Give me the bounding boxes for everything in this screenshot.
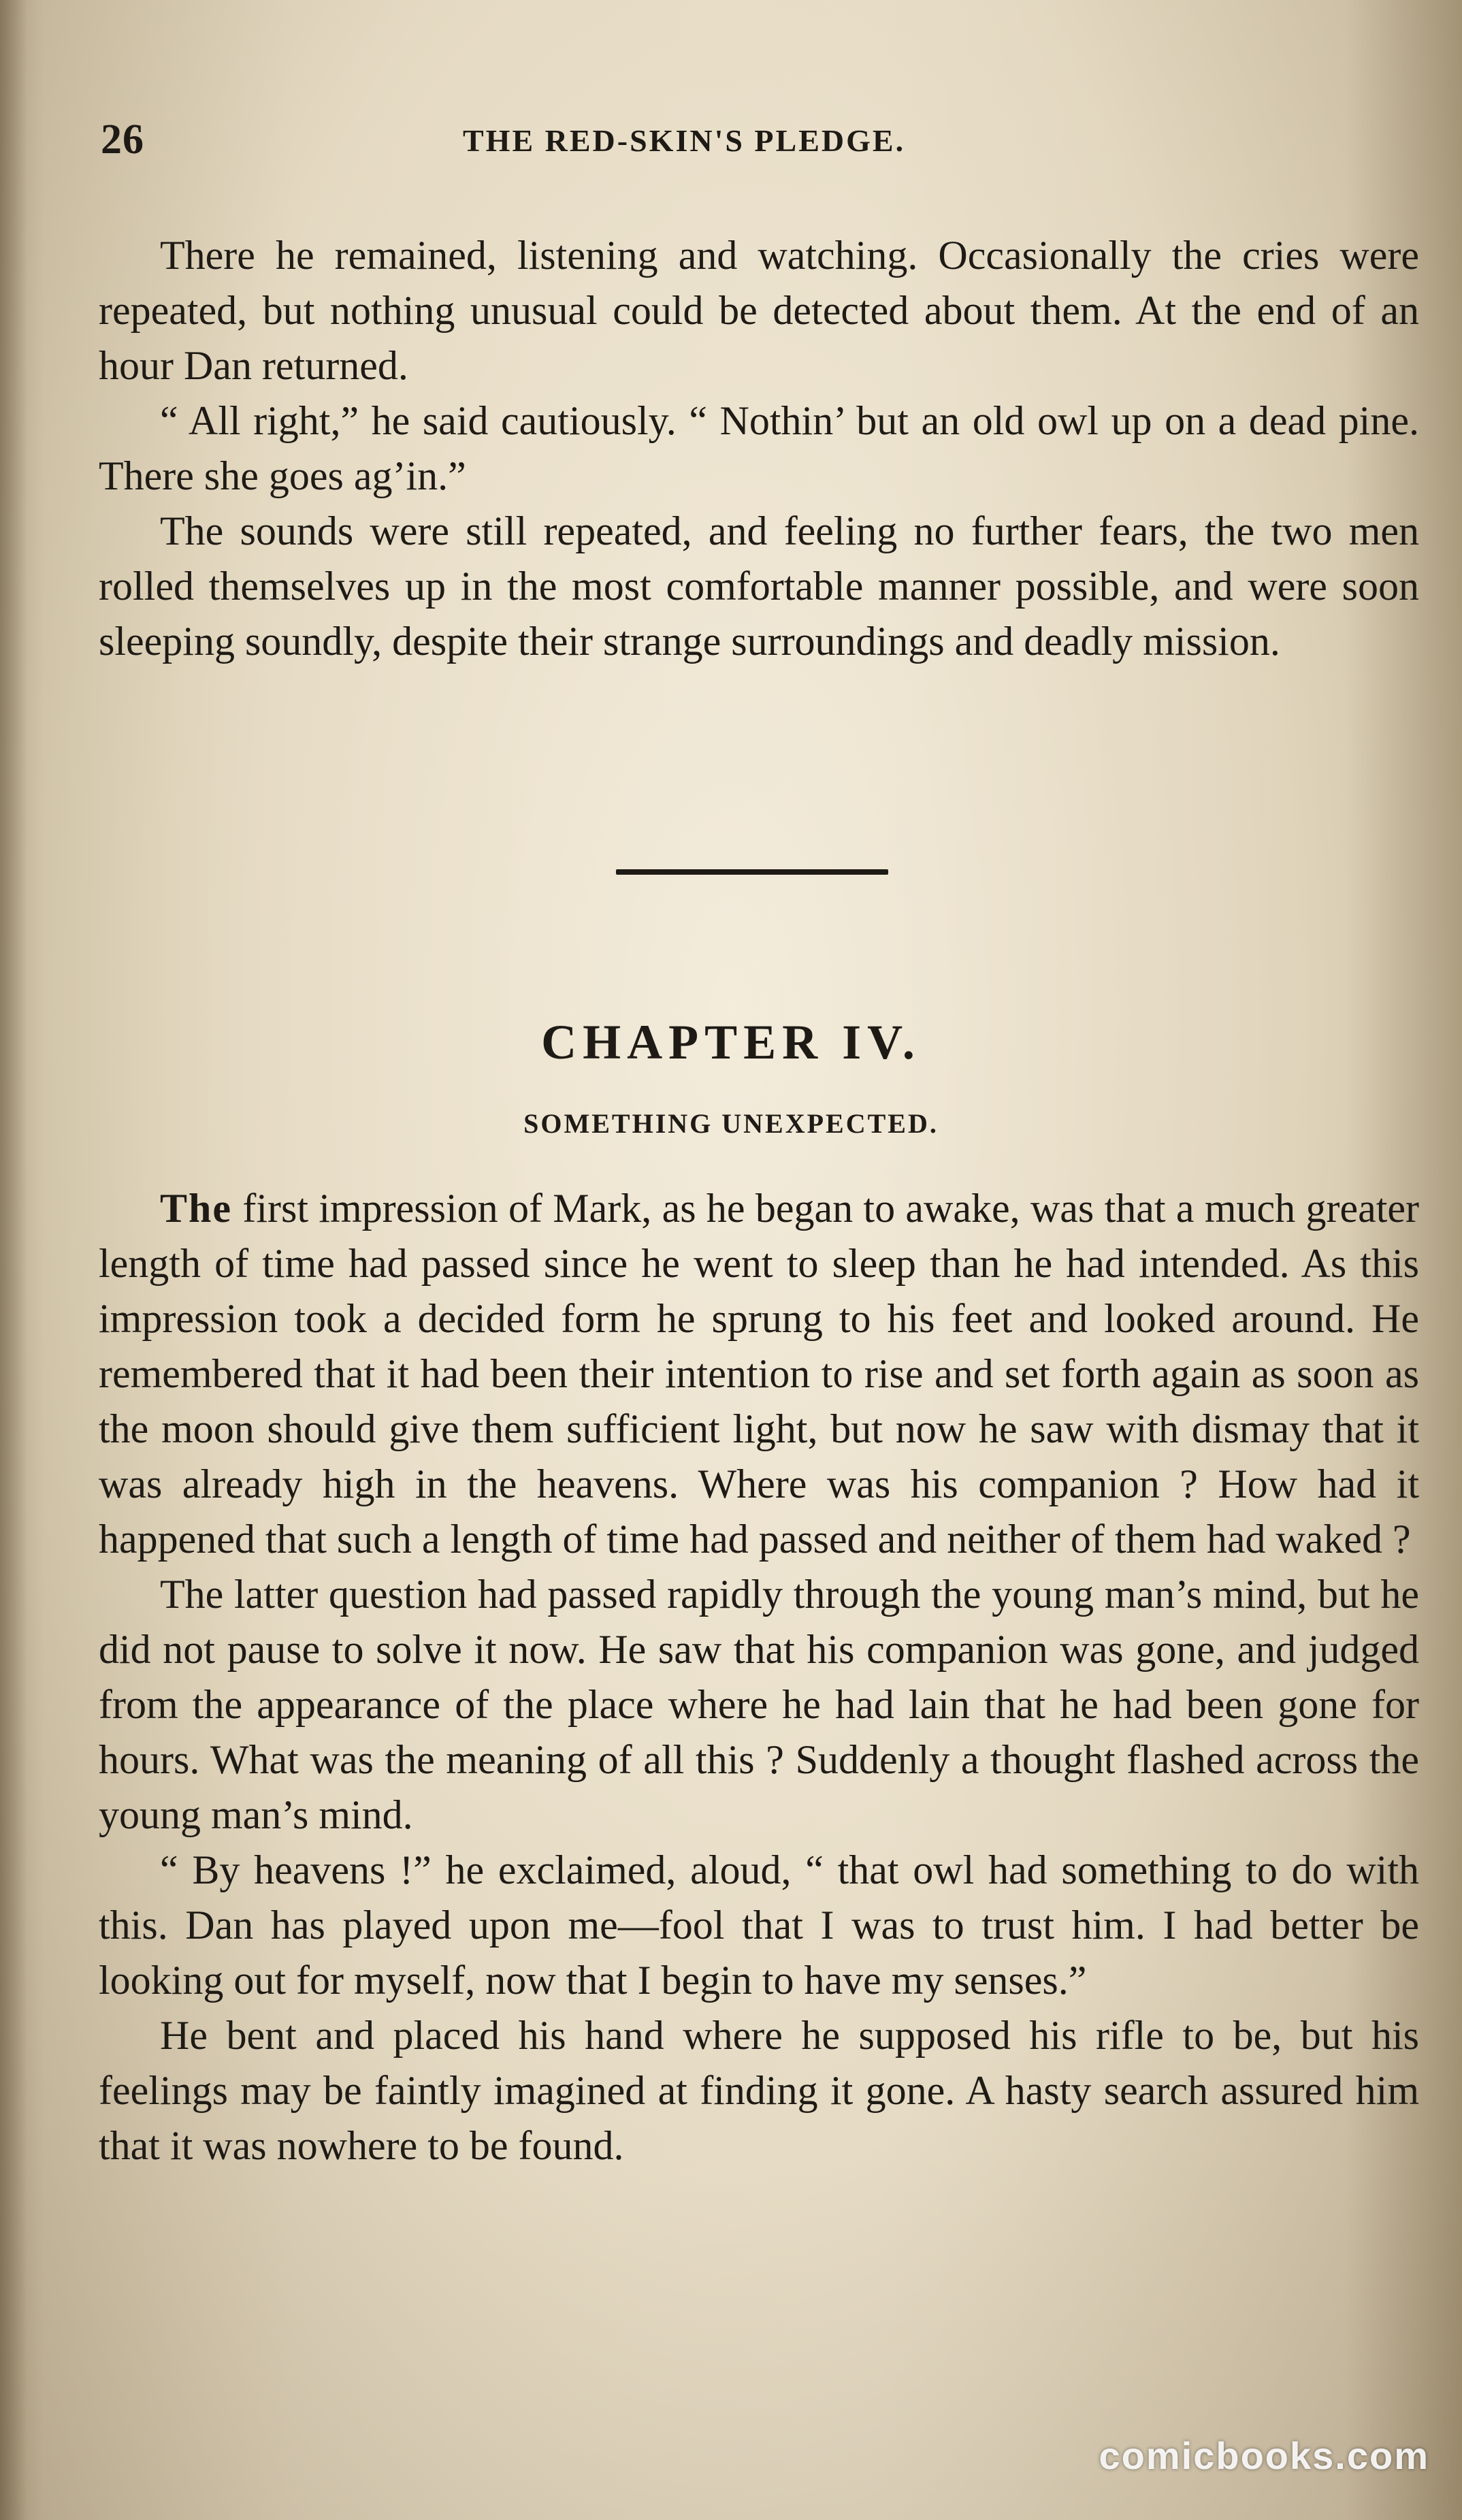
page-header	[0, 116, 1462, 177]
section-one-text	[99, 228, 1419, 669]
opening-word: The	[160, 1186, 233, 1231]
paragraph: There he remained, listening and watching. Occasionally the cries were repeated, but nothing unusual could be detected about them. At the end of an hour Dan returned.	[99, 233, 1419, 388]
paragraph: “ All right,” he said cautiously. “ Nothin’ but an old owl up on a dead pine. There she goes ag’in.”	[99, 398, 1419, 498]
chapter-subtitle: SOMETHING UNEXPECTED.	[523, 1108, 939, 1139]
paragraph: The latter question had passed rapidly through the young man’s mind, but he did not pause to solve it now. He saw that his companion was gone, and judged from the appearance of the place where he had lain that he had been gone for hours. What was the meaning of all this ? Suddenly a thought flashed across the young man’s mind.	[99, 1572, 1419, 1837]
paragraph: “ By heavens !” he exclaimed, aloud, “ that owl had something to do with this. Dan has played upon me—fool that I was to trust him. I had better be looking out for myself, now that I begin to have my senses.”	[99, 1847, 1419, 2003]
section-divider	[616, 869, 888, 875]
paragraph: The sounds were still repeated, and feeling no further fears, the two men rolled themselves up in the most comfortable manner possible, and were soon sleeping soundly, despite their strange surroundings and deadly mission.	[99, 508, 1419, 664]
page-number: 26	[101, 116, 144, 163]
paragraph-text: first impression of Mark, as he began to awake, was that a much greater length of time had passed since he went to sleep than he had intended. As this impression took a decided form he sprung to his feet and looked around. He remembered that it had been their intention to rise and set forth again as soon as the moon should give them sufficient light, but now he saw with dismay that it was already high in the heavens. Where was his companion ? How had it happened that such a length of time had passed and neither of them had waked ?	[99, 1186, 1419, 1562]
running-head: THE RED-SKIN'S PLEDGE.	[463, 123, 906, 158]
site-watermark: comicbooks.com	[1099, 2434, 1429, 2477]
paragraph	[99, 1181, 1419, 1567]
paragraph: He bent and placed his hand where he supposed his rifle to be, but his feelings may be faintly imagined at finding it gone. A hasty search assured him that it was nowhere to be found.	[99, 2013, 1419, 2168]
spine-shadow	[0, 0, 27, 2520]
chapter-title: CHAPTER IV.	[541, 1015, 921, 1069]
section-two-text	[99, 1181, 1419, 2174]
